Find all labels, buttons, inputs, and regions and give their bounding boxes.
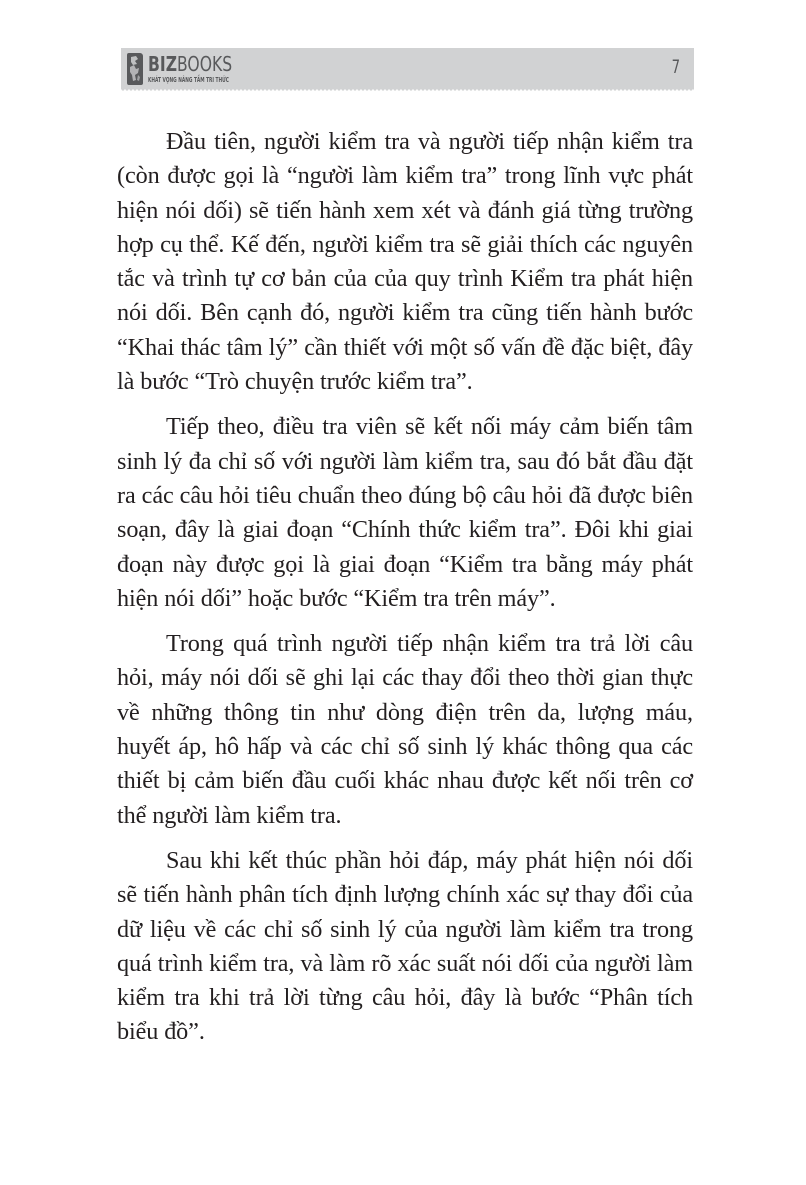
page-number: 7 [671,56,680,78]
running-header [121,48,694,89]
brand-tagline: KHÁT VỌNG NÂNG TẦM TRI THỨC [148,76,229,84]
paragraph: Trong quá trình người tiếp nhận kiểm tra trả lời câu hỏi, máy nói dối sẽ ghi lại các thay đổi theo thời gian thực về những thông tin như dòng điện trên da, lượng máu, huyết áp, hô hấp và các chỉ số sinh lý khác thông qua các thiết bị cảm biến đầu cuối khác nhau được kết nối trên cơ thể người làm kiểm tra. [117,630,693,829]
brand-name [148,53,250,75]
paragraph: Sau khi kết thúc phần hỏi đáp, máy phát hiện nói dối sẽ tiến hành phân tích định lượng chính xác sự thay đổi của dữ liệu về các chỉ số sinh lý của người làm kiểm tra trong quá trình kiểm tra, và làm rõ xác suất nói dối của người làm kiểm tra khi trả lời từng câu hỏi, đây là bước “Phân tích biểu đồ”. [117,846,693,1046]
paragraph: Đầu tiên, người kiểm tra và người tiếp nhận kiểm tra (còn được gọi là “người làm kiểm tra” trong lĩnh vực phát hiện nói dối) sẽ tiến hành xem xét và đánh giá từng trường hợp cụ thể. Kế đến, người kiểm tra sẽ giải thích các nguyên tắc và trình tự cơ bản của của quy trình Kiểm tra phát hiện nói dối. Bên cạnh đó, người kiểm tra cũng tiến hành bước “Khai thác tâm lý” cần thiết với một số vấn đề đặc biệt, đây là bước “Trò chuyện trước kiểm tra”. [117,128,693,396]
paragraph: Tiếp theo, điều tra viên sẽ kết nối máy cảm biến tâm sinh lý đa chỉ số với người làm kiểm tra, sau đó bắt đầu đặt ra các câu hỏi tiêu chuẩn theo đúng bộ câu hỏi đã được biên soạn, đây là giai đoạn “Chính thức kiểm tra”. Đôi khi giai đoạn này được gọi là giai đoạn “Kiểm tra bằng máy phát hiện nói dối” hoặc bước “Kiểm tra trên máy”. [117,413,693,612]
brand-name-bold: BIZ [148,52,178,76]
bizbooks-logo-icon [127,53,143,85]
publisher-logo [127,52,279,86]
brand-name-regular: BOOKS [177,52,233,76]
page-body [117,125,693,1061]
